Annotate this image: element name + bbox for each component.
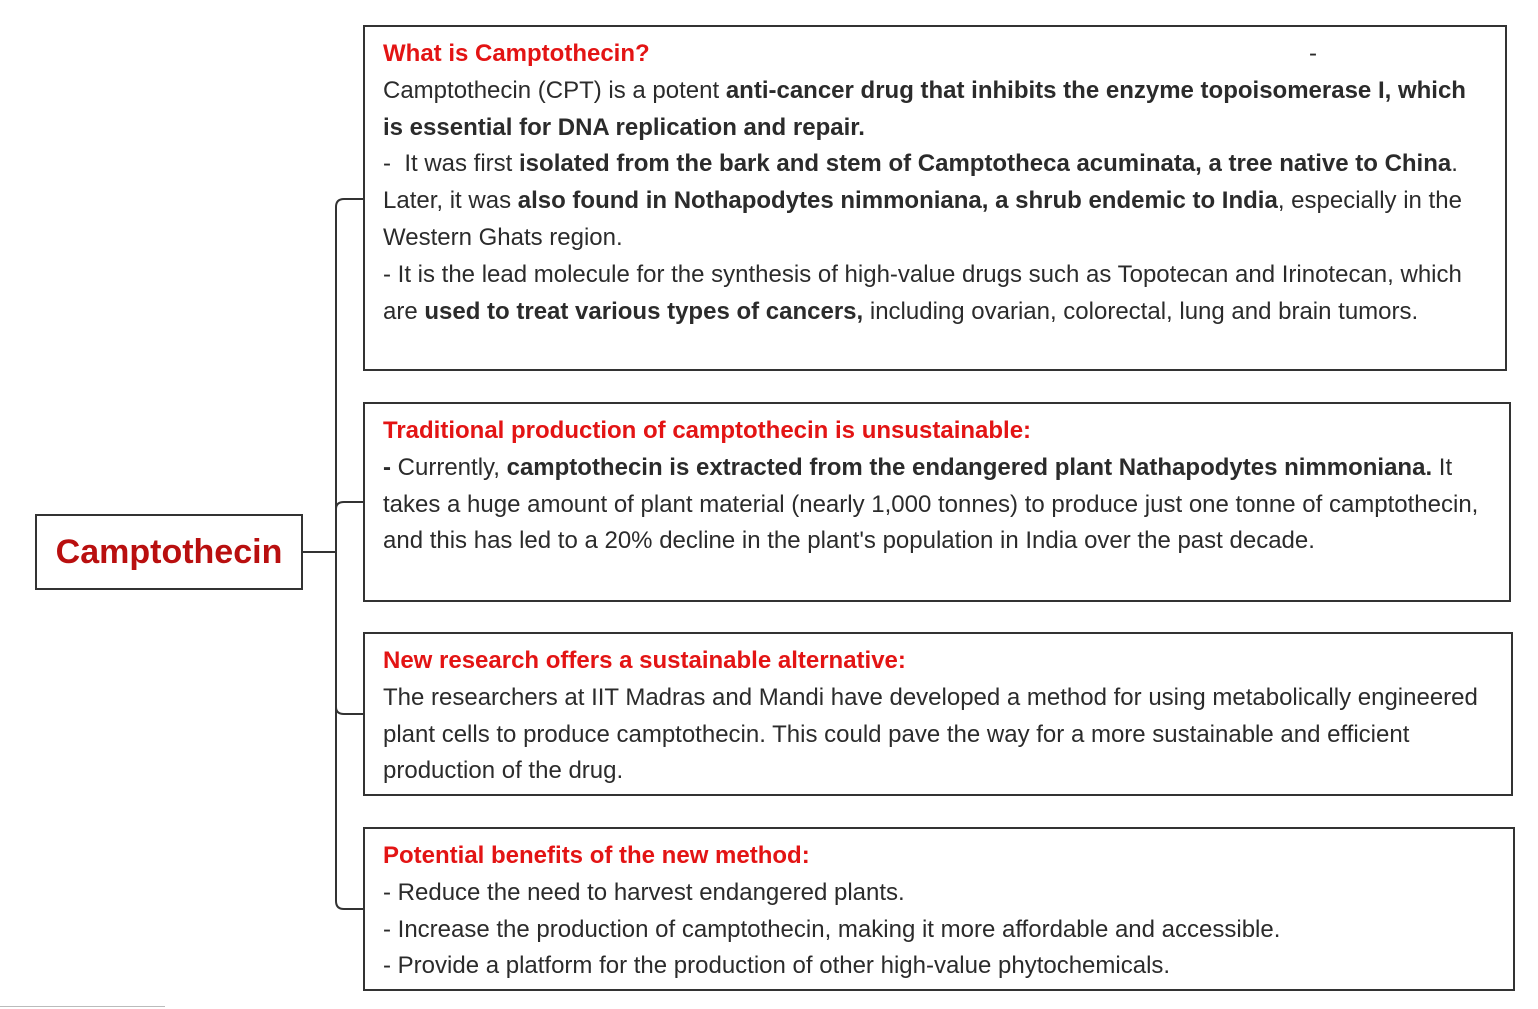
text-run-bold: also found in Nothapodytes nimmoniana, a shrub endemic to India: [517, 187, 1278, 215]
section-heading: Traditional production of camptothecin is unsustainable:: [383, 417, 1032, 444]
section-heading: [383, 36, 1487, 73]
paragraph: [383, 73, 1487, 147]
connector-spine: [336, 199, 363, 909]
section-heading: Potential benefits of the new method:: [383, 842, 810, 869]
divider: [0, 1006, 165, 1007]
paragraph: [383, 450, 1491, 560]
text-run: - It is the lead molecule for the synthesis of high-value drugs such as Topotecan and Irinotecan, which are: [383, 260, 1462, 325]
list-item: - Reduce the need to harvest endangered plants.: [383, 878, 905, 906]
paragraph: [383, 146, 1487, 256]
section-heading-text: What is Camptothecin?: [383, 40, 650, 67]
section-traditional-production: [363, 402, 1511, 602]
section-new-research: [363, 632, 1513, 796]
text-run-bold: -: [383, 453, 391, 481]
text-run-bold: isolated from the bark and stem of Camptotheca acuminata, a tree native to China: [519, 150, 1452, 178]
list-item: - Provide a platform for the production of other high-value phytochemicals.: [383, 952, 1171, 980]
text-run: including ovarian, colorectal, lung and brain tumors.: [863, 297, 1419, 325]
text-run-bold: anti-cancer drug that inhibits the enzyme topoisomerase I, which is essential for DNA replication and repair.: [383, 76, 1466, 141]
text-run: . Later, it was: [383, 150, 1458, 215]
section-potential-benefits: [363, 827, 1515, 991]
list-item: - Increase the production of camptothecin, making it more affordable and accessible.: [383, 915, 1281, 943]
paragraph: [383, 257, 1487, 331]
text-run: Camptothecin (CPT) is a potent: [383, 76, 726, 104]
text-run: , especially in the Western Ghats region.: [383, 187, 1462, 251]
paragraph: The researchers at IIT Madras and Mandi have developed a method for using metabolically engineered plant cells to produce camptothecin. This could pave the way for a more sustainable and efficient production of the drug.: [383, 683, 1478, 785]
text-run: Currently,: [391, 453, 507, 481]
connector-branch-3: [336, 707, 363, 714]
stray-mark: -: [1309, 40, 1317, 67]
section-what-is-camptothecin: [363, 25, 1507, 371]
text-run: It takes a huge amount of plant material (nearly 1,000 tonnes) to produce just one tonne of camptothecin, and this has led to a 20% decline in the plant's population in India over the past decade.: [383, 453, 1479, 555]
text-run-bold: camptothecin is extracted from the endangered plant Nathapodytes nimmoniana.: [506, 453, 1433, 481]
root-node: [35, 514, 303, 590]
connector-branch-2: [336, 502, 363, 509]
text-run: - It was first: [383, 150, 520, 178]
root-title: Camptothecin: [55, 532, 283, 571]
section-heading: New research offers a sustainable alternative:: [383, 647, 906, 674]
text-run-bold: used to treat various types of cancers,: [424, 297, 864, 325]
